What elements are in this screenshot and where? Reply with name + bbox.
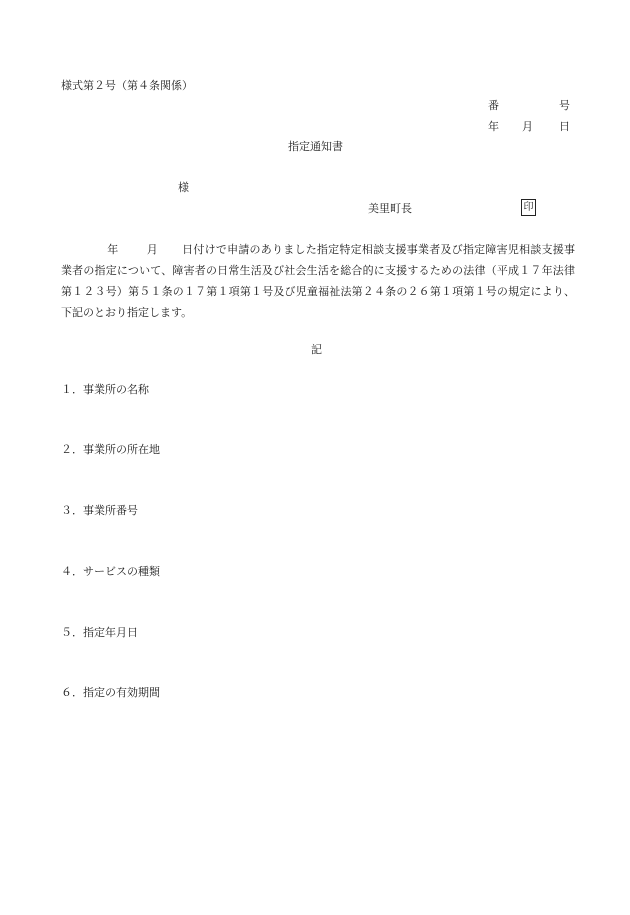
body-paragraph — [61, 239, 575, 323]
list-item-service-type: ４．サービスの種類 — [61, 565, 160, 578]
issuer-name: 美里町長 — [368, 202, 412, 215]
issue-date-year-label: 年 — [488, 120, 499, 133]
list-item-validity-period: ６．指定の有効期間 — [61, 686, 160, 699]
page-title: 指定通知書 — [288, 140, 343, 153]
application-month-label: 月 — [146, 243, 158, 256]
seal-stamp: 印 — [521, 199, 536, 216]
list-item-office-number: ３．事業所番号 — [61, 504, 138, 517]
issue-date-day-label: 日 — [559, 120, 570, 133]
list-item-designation-date: ５．指定年月日 — [61, 626, 138, 639]
addressee-honorific: 様 — [178, 181, 189, 194]
form-number: 様式第２号（第４条関係） — [61, 79, 193, 92]
document-number-label: 番 — [488, 99, 499, 112]
list-item-office-address: ２．事業所の所在地 — [61, 443, 160, 456]
application-year-label: 年 — [107, 243, 119, 256]
body-text-main: 日付けで申請のありました指定特定相談支援事業者及び指定障害児相談支援事業者の指定について、障害者の日常生活及び社会生活を総合的に支援するための法律（平成１７年法律第１２３号）第５１条の１７第１項第１号及び児童福祉法第２４条の２６第１項第１号の規定により、下記のとおり指定します。 — [61, 243, 576, 319]
document-number-suffix: 号 — [559, 99, 570, 112]
ki-heading: 記 — [311, 343, 322, 356]
issue-date-month-label: 月 — [522, 120, 533, 133]
list-item-office-name: １．事業所の名称 — [61, 383, 149, 396]
